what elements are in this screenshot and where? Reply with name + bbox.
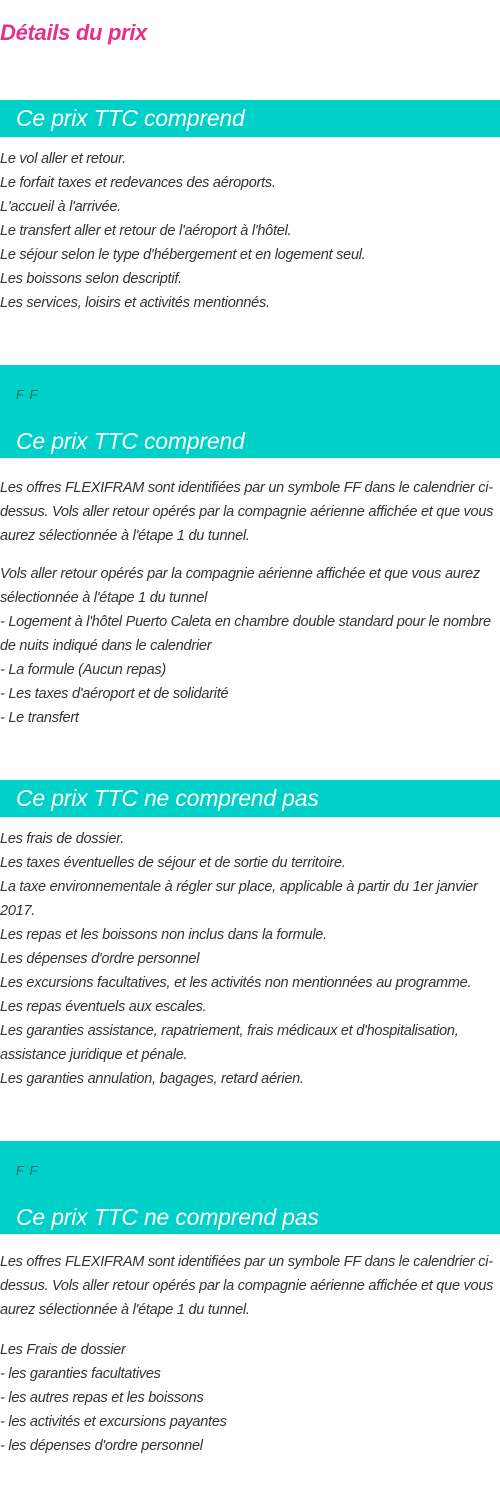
list-item: - La formule (Aucun repas) — [0, 662, 166, 678]
ff-includes-list — [0, 562, 500, 730]
list-item: Vols aller retour opérés par la compagnie aérienne affichée et que vous aurez sélectionnée à l'étape 1 du tunnel — [0, 566, 480, 606]
list-item: Les frais de dossier. — [0, 831, 124, 847]
list-item: Les taxes éventuelles de séjour et de sortie du territoire. — [0, 855, 346, 871]
list-item: - Le transfert — [0, 710, 79, 726]
list-item: - Les taxes d'aéroport et de solidarité — [0, 686, 229, 702]
list-item: Le forfait taxes et redevances des aéroports. — [0, 175, 276, 191]
flexifram-tag: F F — [16, 1163, 39, 1178]
section-heading: Ce prix TTC comprend — [16, 428, 245, 454]
list-item: Les garanties assistance, rapatriement, frais médicaux et d'hospitalisation, assistance juridique et pénale. — [0, 1023, 459, 1063]
list-item: Les services, loisirs et activités mentionnés. — [0, 295, 270, 311]
list-item: Les excursions facultatives, et les activités non mentionnées au programme. — [0, 975, 472, 991]
section-heading-band-ff-excludes — [0, 1141, 500, 1234]
list-item: - les activités et excursions payantes — [0, 1414, 227, 1430]
section-heading-band-ff-includes — [0, 365, 500, 458]
list-item: Les repas éventuels aux escales. — [0, 999, 207, 1015]
section-heading: Ce prix TTC ne comprend pas — [16, 785, 319, 811]
flexifram-tag: F F — [16, 387, 39, 402]
page-title: Détails du prix — [0, 20, 148, 45]
list-item: - Logement à l'hôtel Puerto Caleta en chambre double standard pour le nombre de nuits indiqué dans le calendrier — [0, 614, 491, 654]
list-item: Le séjour selon le type d'hébergement et en logement seul. — [0, 247, 366, 263]
list-item: - les autres repas et les boissons — [0, 1390, 204, 1406]
section-heading-band-includes — [0, 100, 500, 137]
section-heading: Ce prix TTC ne comprend pas — [16, 1204, 319, 1230]
list-item: Le transfert aller et retour de l'aéroport à l'hôtel. — [0, 223, 292, 239]
list-item: Les repas et les boissons non inclus dans la formule. — [0, 927, 327, 943]
flexifram-intro: Les offres FLEXIFRAM sont identifiées par un symbole FF dans le calendrier ci-dessus. Vols aller retour opérés par la compagnie aérienne affichée et que vous aurez sélectionnée à l'étape 1 du tunnel. — [0, 480, 494, 544]
ff-excludes-list — [0, 1338, 500, 1458]
list-item: L'accueil à l'arrivée. — [0, 199, 121, 215]
excludes-list — [0, 827, 500, 1091]
list-item: La taxe environnementale à régler sur place, applicable à partir du 1er janvier 2017. — [0, 879, 478, 919]
includes-list — [0, 147, 500, 315]
list-item: Le vol aller et retour. — [0, 151, 126, 167]
list-item: Les boissons selon descriptif. — [0, 271, 182, 287]
list-item: - les dépenses d'ordre personnel — [0, 1438, 203, 1454]
list-item: Les garanties annulation, bagages, retard aérien. — [0, 1071, 304, 1087]
flexifram-intro: Les offres FLEXIFRAM sont identifiées par un symbole FF dans le calendrier ci-dessus. Vols aller retour opérés par la compagnie aérienne affichée et que vous aurez sélectionnée à l'étape 1 du tunnel. — [0, 1254, 494, 1318]
list-item: Les dépenses d'ordre personnel — [0, 951, 200, 967]
section-heading: Ce prix TTC comprend — [16, 105, 245, 131]
list-item: Les Frais de dossier — [0, 1342, 126, 1358]
section-heading-band-excludes — [0, 780, 500, 817]
list-item: - les garanties facultatives — [0, 1366, 161, 1382]
